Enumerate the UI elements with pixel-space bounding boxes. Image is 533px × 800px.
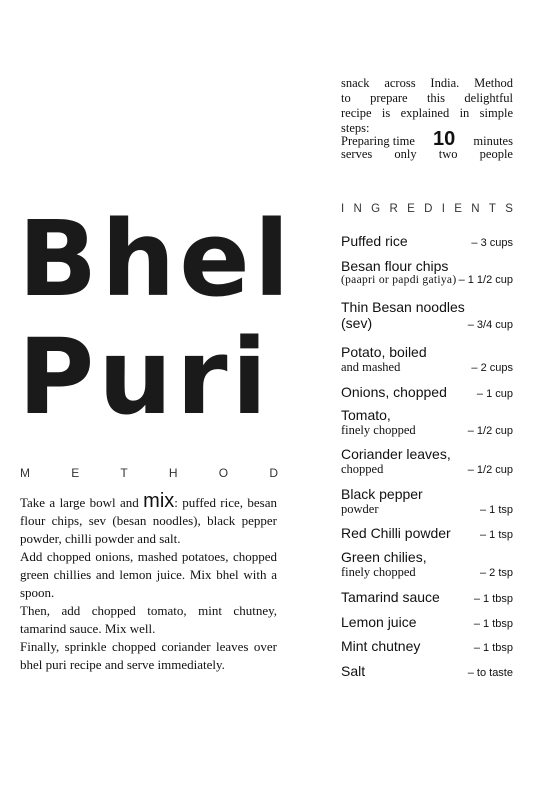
title-line-1: Bhel [18,198,294,320]
prep-info [341,128,513,161]
serves-people: people [479,147,513,161]
ingredient-name: Green chilies, [341,549,427,565]
ing-letter: N [353,203,362,215]
ingredient-qty: – 1 tbsp [473,618,513,630]
ing-letter: I [341,203,345,215]
ingredient-name: Tamarind sauce [341,589,440,605]
ingredient-item [341,525,513,541]
ingredient-name: Puffed rice [341,233,408,249]
page-title [18,200,293,436]
ingredient-item [341,614,513,630]
ing-letter: I [441,203,445,215]
ingredient-qty: – to taste [467,667,513,679]
ingredient-item [341,486,513,517]
ingredient-name: Besan flour chips [341,258,449,274]
ingredient-name: Tomato, [341,407,391,423]
intro-line: snack across India. Method [341,76,513,90]
method-letter: H [168,466,178,480]
ingredient-sub: (paapri or papdi gatiya) [341,274,457,286]
ingredient-sub: finely chopped [341,423,416,437]
ingredient-qty: – 1 tbsp [473,593,513,605]
ingredient-name: Potato, boiled [341,344,427,360]
method-letter: D [269,466,278,480]
title-line-2: Puri [18,316,272,438]
ingredient-qty: – 1/2 cup [467,425,513,437]
ing-letter: R [389,203,398,215]
method-letter: M [20,466,30,480]
intro-line: to prepare this delightful [341,91,513,105]
method-letter: T [120,466,128,480]
serves-count: two [438,147,458,161]
mix-word: mix [143,490,175,512]
ingredient-qty: – 3 cups [471,237,513,249]
ingredient-name: Coriander leaves, [341,446,451,462]
method-step-1-b: : puffed rice, besan flour chips, sev (besan noodles), black pepper powder, chilli powder and salt. [20,495,278,546]
ingredient-name: Lemon juice [341,614,417,630]
ing-letter: E [407,203,415,215]
ingredient-item [341,258,513,286]
ingredient-sub: and mashed [341,360,401,374]
ingredient-name: Black pepper [341,486,423,502]
ingredient-qty: – 3/4 cup [467,319,513,331]
method-step-1-a: Take a large bowl and [20,495,144,510]
ingredients-heading [341,203,513,215]
ingredient-name: Thin Besan noodles [341,299,465,315]
serves-label: serves [341,147,373,161]
ingredient-qty: – 2 cups [471,362,513,374]
ing-letter: S [505,203,513,215]
method-step-4: Finally, sprinkle chopped coriander leaves over bhel puri recipe and serve immediately. [20,639,277,672]
ingredient-sub: powder [341,502,379,516]
ingredient-name: Red Chilli powder [341,525,451,541]
ingredient-item [341,299,513,331]
ingredient-qty: – 1 cup [476,388,513,400]
prep-time-row [341,128,513,150]
ingredient-qty: – 2 tsp [479,567,513,579]
intro-text [341,76,513,136]
method-step-3: Then, add chopped tomato, mint chutney, tamarind sauce. Mix well. [20,603,277,636]
method-letter: E [71,466,80,480]
ing-letter: D [424,203,433,215]
ingredient-item [341,344,513,375]
ingredient-name: Mint chutney [341,638,421,654]
intro-line: recipe is explained in simple steps: [341,106,513,135]
ingredient-item [341,589,513,605]
method-text [20,492,277,674]
ingredient-qty: – 1 tsp [479,529,513,541]
ingredient-name: Salt [341,663,366,679]
serves-row [341,148,513,161]
method-step-2: Add chopped onions, mashed potatoes, chopped green chillies and lemon juice. Mix bhel with a spoon. [20,549,277,600]
ingredient-sub: (sev) [341,315,373,331]
method-letter: O [218,466,229,480]
ingredient-item [341,384,513,400]
prep-value: 10 [433,128,456,150]
ingredient-qty: – 1/2 cup [467,464,513,476]
ingredient-item [341,233,513,249]
serves-only: only [394,147,417,161]
ingredient-item [341,407,513,438]
method-step-1 [20,492,277,548]
ingredient-item [341,638,513,654]
prep-label: Preparing time [341,134,415,148]
ingredient-sub: chopped [341,462,384,476]
ingredient-qty: – 1 tsp [479,504,513,516]
ingredient-qty: – 1 1/2 cup [458,274,513,286]
method-heading [20,466,278,480]
ingredient-item [341,549,513,580]
ingredient-qty: – 1 tbsp [473,642,513,654]
ing-letter: N [471,203,480,215]
ingredient-item [341,663,513,679]
prep-unit: minutes [473,134,513,148]
ingredient-sub: finely chopped [341,565,416,579]
ing-letter: G [371,203,381,215]
ing-letter: T [488,203,496,215]
ingredient-name: Onions, chopped [341,384,447,400]
ing-letter: E [454,203,462,215]
ingredient-item [341,446,513,477]
